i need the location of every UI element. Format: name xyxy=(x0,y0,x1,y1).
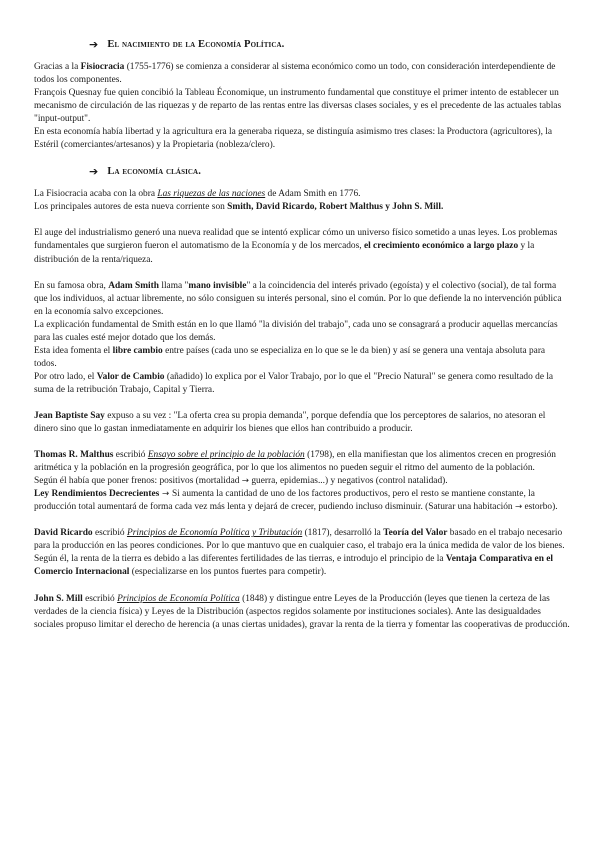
paragraph-rendimientos: Ley Rendimientos Decrecientes → Si aumenta la cantidad de uno de los factores productivos, pero el resto se mantiene constante, la producción total aumentará de forma cada vez más lenta y dejará de crecer, pudiendo incluso disminuir. (Saturar una habitación → estorbo). xyxy=(34,489,558,513)
paragraph-smith-libre-cambio: Esta idea fomenta el libre cambio entre países (cada uno se especializa en lo que se le da bien) y así se genera una ventaja absoluta para todos. xyxy=(34,345,546,369)
section-heading-clasica xyxy=(89,165,570,179)
paragraph-clases: En esta economía había libertad y la agricultura era la generaba riqueza, se distinguía asimismo tres clases: la Productora (agricultores), la Estéril (comerciantes/artesanos) y la Propietaria (nobleza/clero). xyxy=(34,127,553,151)
paragraph-say: Jean Baptiste Say expuso a su vez : "La oferta crea su propia demanda", porque defendía que los perceptores de salarios, no atesoran el dinero sino que lo gastan inmediatamente en adquirir los bienes que ellos han contribuido a producir. xyxy=(34,410,546,435)
section-title: El nacimiento de la Economía Política. xyxy=(107,39,285,50)
paragraph-fisiocracia: Gracias a la Fisiocracia (1755-1776) se comienza a considerar al sistema económico como un todo, con consideración interdependiente de todos los componentes. xyxy=(34,62,556,86)
paragraph-smith-division: La explicación fundamental de Smith están en lo que llamó "la división del trabajo", cada uno se consagrará a producir aquellas mercancías para las cuales esté mejor dotado que los demás. xyxy=(34,319,558,343)
paragraph-ricardo: David Ricardo escribió Principios de Economía Política y Tributación (1817), desarrolló la Teoría del Valor basado en el trabajo necesario para la producción en las peores condiciones. Por lo que mantuvo que en cualquier caso, el trabajo era la única medida de valor de los bienes. xyxy=(34,528,565,552)
section-heading-nacimiento xyxy=(89,38,570,52)
paragraph-smith-mano-invisible: En su famosa obra, Adam Smith llama "mano invisible" a la coincidencia del interés privado (egoísta) y el colectivo (social), de tal forma que los individuos, al actuar libremente, no sólo consiguen su interés personal, sino el común. Por lo que defiende la no intervención pública en la economía salvo excepciones. xyxy=(34,280,562,317)
paragraph-industrialismo: El auge del industrialismo generó una nueva realidad que se intentó explicar cómo un universo físico sometido a unas leyes. Los problemas fundamentales que surgieron fueron el automatismo de la Economía y de los mercados, el crecimiento económico a largo plazo y la distribución de la renta/riqueza. xyxy=(34,228,558,265)
arrow-right-icon: → xyxy=(241,476,249,487)
arrow-right-icon: ➔ xyxy=(89,165,99,179)
paragraph-quesnay: François Quesnay fue quien concibió la Tableau Économique, un instrumento fundamental que constituye el primer intento de establecer un mecanismo de circulación de las riquezas y de reparto de las rentas entre las diversas clases sociales, y es el precedente de las actuales tablas "input-output". xyxy=(34,88,562,125)
arrow-right-icon: ➔ xyxy=(89,38,99,51)
paragraph-fisiocracia-fin: La Fisiocracia acaba con la obra Las riquezas de las naciones de Adam Smith en 1776. xyxy=(34,189,361,200)
arrow-right-icon: → xyxy=(514,502,523,513)
paragraph-autores: Los principales autores de esta nueva corriente son Smith, David Ricardo, Robert Malthus y John S. Mill. xyxy=(34,202,444,213)
paragraph-malthus: Thomas R. Malthus escribió Ensayo sobre el principio de la población (1798), en ella manifiestan que los alimentos crecen en progresión aritmética y la población en la progresión geográfica, por lo que los alimentos no pueden seguir el ritmo del aumento de la población. xyxy=(34,450,556,474)
section-title: La economía clásica. xyxy=(107,166,201,178)
paragraph-smith-valor: Por otro lado, el Valor de Cambio (añadido) lo explica por el Valor Trabajo, por lo que el "Precio Natural" se genera como resultado de la suma de la retribución Trabajo, Capital y Tierra. xyxy=(34,371,554,395)
paragraph-mill: John S. Mill escribió Principios de Economía Política (1848) y distingue entre Leyes de la Producción (leyes que tienen la certeza de las verdades de la ciencia física) y Leyes de la Distribución (aspectos regidos solamente por instituciones sociales). Ante las desigualdades sociales propuso limitar el derecho de herencia (a unas ciertas unidades), gravar la renta de la tierra y fomentar las cooperativas de producción. xyxy=(34,593,570,630)
paragraph-ricardo-renta: Según él, la renta de la tierra es debido a las diferentes fertilidades de las tierras, e introdujo el principio de la Ventaja Comparativa en el Comercio Internacional (especializarse en los puntos fuertes para competir). xyxy=(34,554,554,578)
paragraph-malthus-frenos: Según él había que poner frenos: positivos (mortalidad → guerra, epidemias...) y negativos (control natalidad). xyxy=(34,476,448,487)
arrow-right-icon: → xyxy=(159,489,172,500)
